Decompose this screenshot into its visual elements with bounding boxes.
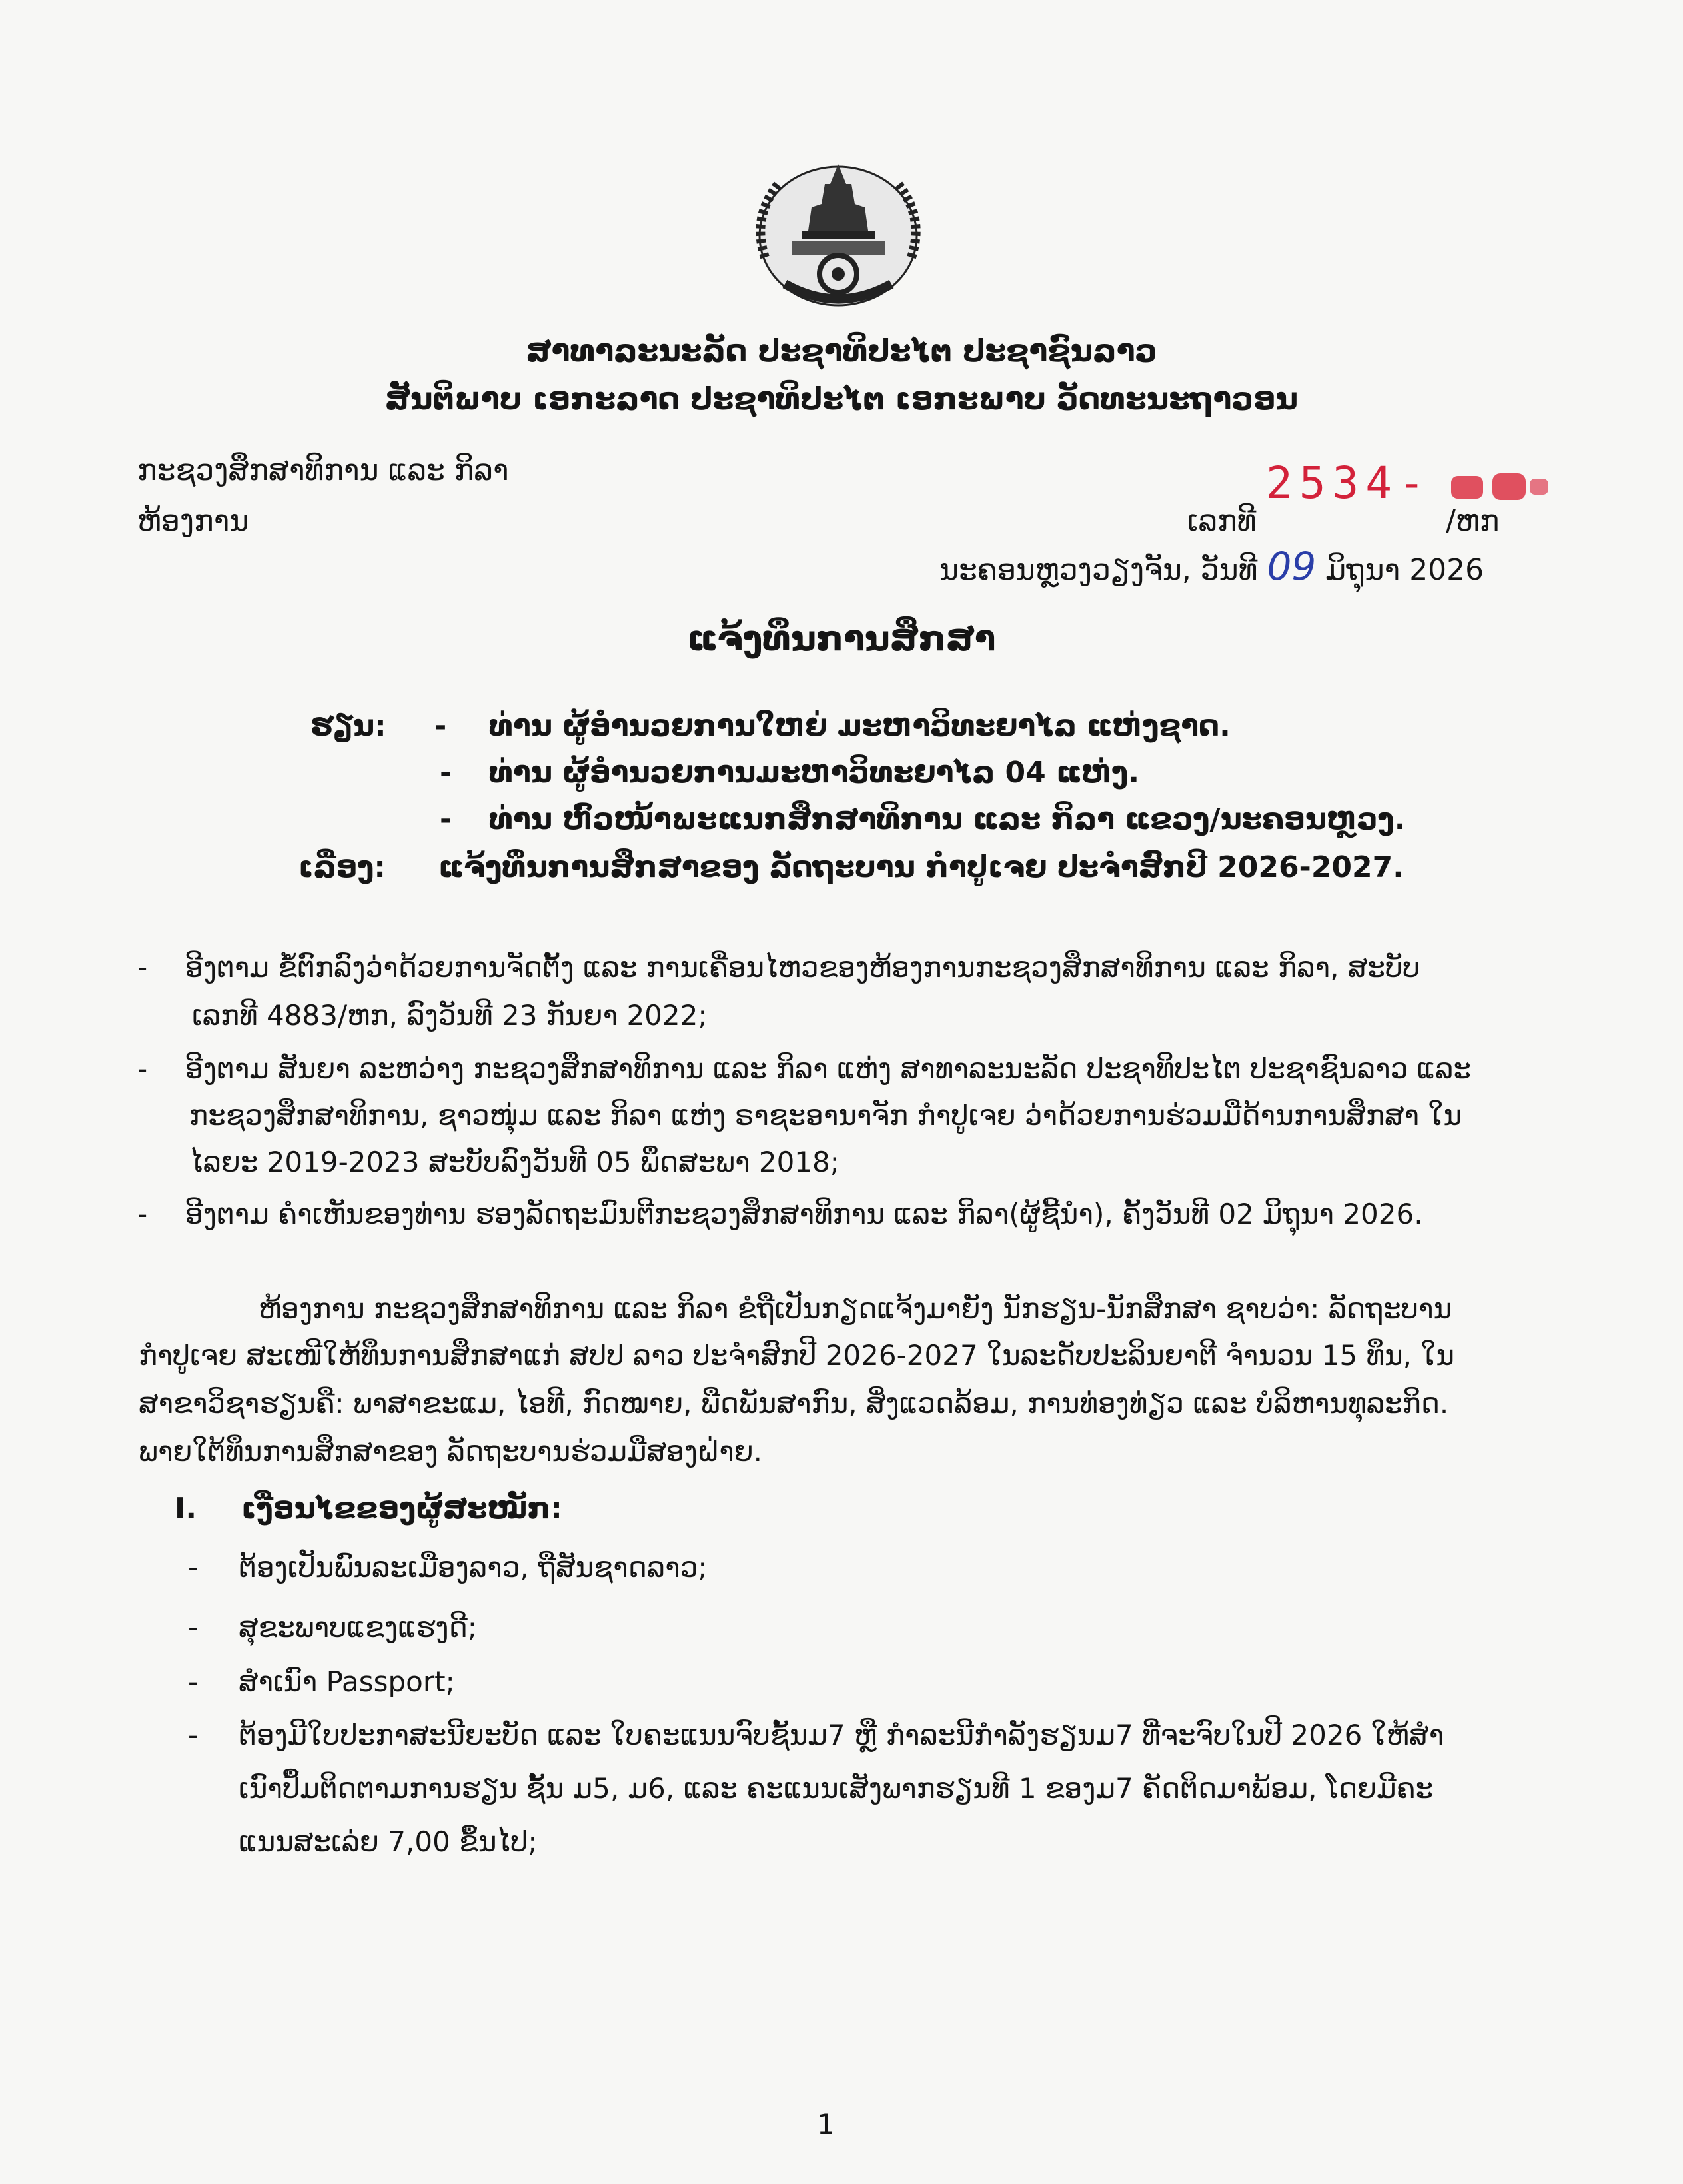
- main-paragraph-line: ສາຂາວິຊາຮຽນຄື: ພາສາຂະແມ, ໄອທີ, ກົດໝາຍ, ພືດພັນສາກົນ, ສິ່ງແວດລ້ອມ, ການທ່ອງທ່ຽວ ແລະ ບໍລິຫານທຸລະກິດ.: [139, 1387, 1449, 1420]
- condition-dash: -: [188, 1665, 199, 1698]
- reference-suffix: /ຫກ: [1446, 504, 1500, 538]
- national-motto: ສັນຕິພາບ ເອກະລາດ ປະຊາທິປະໄຕ ເອກະພາບ ວັດທະນະຖາວອນ: [384, 381, 1299, 417]
- main-paragraph-line: ກໍາປູເຈຍ ສະເໜີໃຫ້ທຶນການສຶກສາແກ່ ສປປ ລາວ ປະຈໍາສົກປີ 2026-2027 ໃນລະດັບປະລິນຍາຕີ ຈໍານວນ 15 ທຶນ, ໃນ: [139, 1339, 1455, 1372]
- date-month-year: ມິຖຸນາ 2026: [1325, 553, 1484, 587]
- condition-dash: -: [188, 1551, 199, 1584]
- office-label: ຫ້ອງການ: [137, 504, 249, 538]
- reference-stamp-number: 2534-: [1266, 457, 1432, 509]
- recipient-dash: -: [440, 802, 452, 836]
- subject-text: ແຈ້ງທຶນການສຶກສາຂອງ ລັດຖະບານ ກໍາປູເຈຍ ປະຈໍາສົກປີ 2026-2027.: [438, 850, 1404, 884]
- condition-dash: -: [188, 1611, 199, 1643]
- recipient-dash: -: [434, 709, 447, 743]
- reference-item-cont: ກະຊວງສຶກສາທິການ, ຊາວໜຸ່ມ ແລະ ກິລາ ແຫ່ງ ຣາຊະອານາຈັກ ກໍາປູເຈຍ ວ່າດ້ວຍການຮ່ວມມືດ້ານການສຶກສາ ໃນ: [189, 1099, 1462, 1132]
- reference-label: ເລກທີ: [1187, 504, 1257, 538]
- recipient-label: ຮຽນ:: [310, 709, 386, 743]
- condition-dash: -: [188, 1719, 199, 1751]
- page-number: 1: [817, 2108, 835, 2141]
- document-title: ແຈ້ງທຶນການສຶກສາ: [687, 619, 996, 659]
- reference-item: ອີງຕາມ ຄໍາເຫັນຂອງທ່ານ ຮອງລັດຖະມົນຕີກະຊວງສຶກສາທິການ ແລະ ກິລາ(ຜູ້ຊີ້ນໍາ), ຄັ້ງວັນທີ 02 ມິຖຸນາ 2026.: [185, 1198, 1423, 1230]
- date-line: [939, 546, 1484, 590]
- lao-national-emblem: [738, 157, 938, 311]
- main-paragraph-line: ຫ້ອງການ ກະຊວງສຶກສາທິການ ແລະ ກິລາ ຂໍຖືເປັນກຽດແຈ້ງມາຍັງ ນັກຮຽນ-ນັກສຶກສາ ຊາບວ່າ: ລັດຖະບານ: [259, 1292, 1452, 1325]
- recipient-item: ທ່ານ ຜູ້ອໍານວຍການໃຫຍ່ ມະຫາວິທະຍາໄລ ແຫ່ງຊາດ.: [489, 709, 1231, 743]
- ministry-name: ກະຊວງສຶກສາທິການ ແລະ ກິລາ: [137, 453, 509, 487]
- recipient-item: ທ່ານ ຫົວໜ້າພະແນກສຶກສາທິການ ແລະ ກິລາ ແຂວງ/ນະຄອນຫຼວງ.: [489, 802, 1406, 836]
- condition-item-cont: ເນົາປຶ້ມຕິດຕາມການຮຽນ ຊັ້ນ ມ5, ມ6, ແລະ ຄະແນນເສັງພາກຮຽນທີ 1 ຂອງມ7 ຄັດຕິດມາພ້ອມ, ໂດຍມີຄະ: [239, 1772, 1434, 1805]
- date-day: 09: [1267, 544, 1317, 589]
- red-stamp-mark: [1446, 467, 1552, 507]
- condition-item-cont: ແນນສະເລ່ຍ 7,00 ຂຶ້ນໄປ;: [239, 1825, 538, 1858]
- reference-item: ອີງຕາມ ຂໍ້ຕົກລົງວ່າດ້ວຍການຈັດຕັ້ງ ແລະ ການເຄື່ອນໄຫວຂອງຫ້ອງການກະຊວງສຶກສາທິການ ແລະ ກິລາ, ສະບັບ: [185, 951, 1420, 984]
- country-name: ສາທາລະນະລັດ ປະຊາທິປະໄຕ ປະຊາຊົນລາວ: [526, 333, 1157, 369]
- reference-item-cont: ເລກທີ 4883/ຫກ, ລົງວັນທີ 23 ກັນຍາ 2022;: [192, 999, 708, 1032]
- condition-item: ຕ້ອງມີໃບປະກາສະນີຍະບັດ ແລະ ໃບຄະແນນຈົບຊັ້ນມ7 ຫຼື ກໍາລະນີກໍາລັງຮຽນມ7 ທີ່ຈະຈົບໃນປີ 2026 ໃຫ້ສໍາ: [239, 1719, 1444, 1751]
- section-number: I.: [175, 1492, 197, 1526]
- condition-item: ສໍາເນົາ Passport;: [239, 1665, 455, 1698]
- reference-item: ອີງຕາມ ສັນຍາ ລະຫວ່າງ ກະຊວງສຶກສາທິການ ແລະ ກິລາ ແຫ່ງ ສາທາລະນະລັດ ປະຊາທິປະໄຕ ປະຊາຊົນລາວ ແລະ: [185, 1052, 1471, 1085]
- condition-item: ຕ້ອງເປັນພົນລະເມືອງລາວ, ຖືສັນຊາດລາວ;: [239, 1551, 708, 1584]
- date-prefix: ນະຄອນຫຼວງວຽງຈັນ, ວັນທີ: [939, 553, 1258, 587]
- reference-dash: -: [137, 951, 148, 984]
- recipient-dash: -: [440, 756, 452, 790]
- reference-item-cont: ໄລຍະ 2019-2023 ສະບັບລົງວັນທີ 05 ພຶດສະພາ 2018;: [189, 1146, 840, 1178]
- main-paragraph-line: ພາຍໃຕ້ທຶນການສຶກສາຂອງ ລັດຖະບານຮ່ວມມືສອງຝ່າຍ.: [139, 1435, 762, 1468]
- condition-item: ສຸຂະພາບແຂງແຮງດີ;: [239, 1611, 477, 1643]
- subject-label: ເລື່ອງ:: [298, 850, 386, 884]
- reference-dash: -: [137, 1198, 148, 1230]
- reference-dash: -: [137, 1052, 148, 1085]
- recipient-item: ທ່ານ ຜູ້ອໍານວຍການມະຫາວິທະຍາໄລ 04 ແຫ່ງ.: [489, 756, 1140, 790]
- section-heading: ເງື່ອນໄຂຂອງຜູ້ສະໝັກ:: [241, 1492, 562, 1526]
